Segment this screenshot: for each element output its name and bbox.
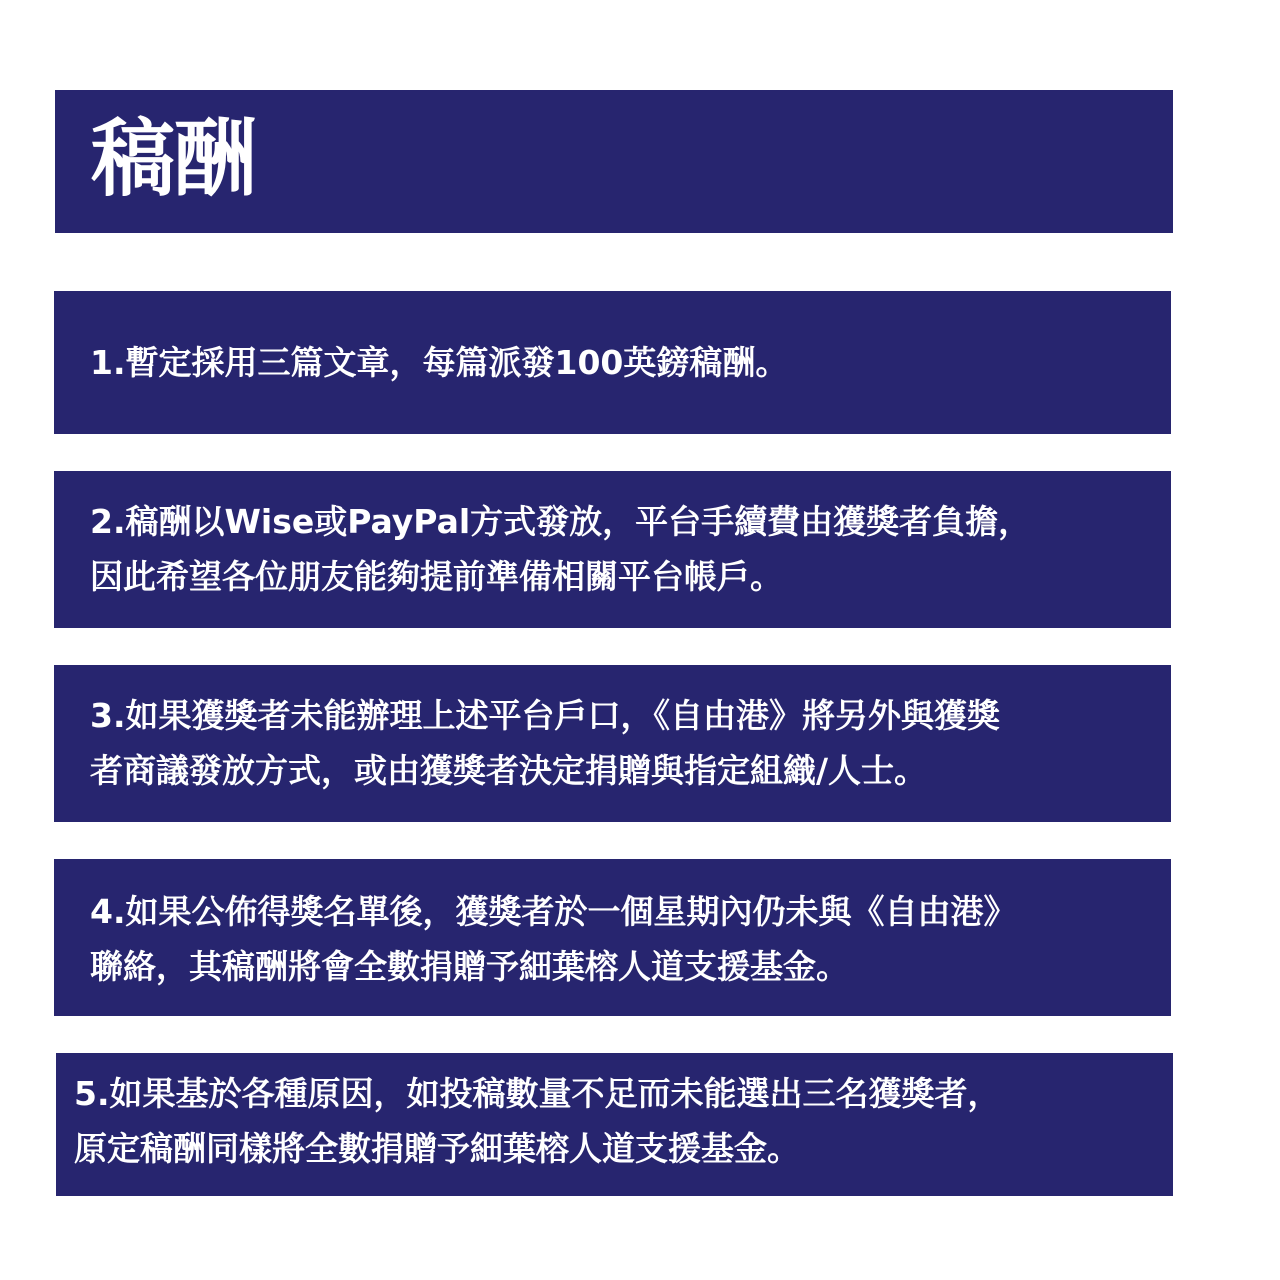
title-banner — [55, 90, 1173, 233]
rule-text — [90, 688, 1000, 798]
rule-line: 者商議發放方式，或由獲獎者決定捐贈與指定組織/人士。 — [90, 751, 928, 790]
rule-line: 4.如果公佈得獎名單後，獲獎者於一個星期內仍未與《自由港》 — [90, 892, 1017, 931]
rule-line: 2.稿酬以Wise或PayPal方式發放，平台手續費由獲獎者負擔， — [90, 502, 1032, 541]
rule-line: 1.暫定採用三篇文章，每篇派發100英鎊稿酬。 — [90, 343, 789, 382]
rule-line: 原定稿酬同樣將全數捐贈予細葉榕人道支援基金。 — [74, 1129, 800, 1168]
rule-text — [74, 1066, 1001, 1176]
rule-line: 因此希望各位朋友能夠提前準備相關平台帳戶。 — [90, 557, 783, 596]
rule-line: 3.如果獲獎者未能辦理上述平台戶口，《自由港》將另外與獲獎 — [90, 696, 1000, 735]
rule-item-3 — [54, 665, 1171, 822]
rule-text — [90, 884, 1017, 994]
rule-item-1 — [54, 291, 1171, 434]
rule-item-4 — [54, 859, 1171, 1016]
page-title: 稿酬 — [91, 110, 256, 208]
rule-text — [90, 494, 1031, 604]
rule-item-5 — [56, 1053, 1173, 1196]
rule-line: 聯絡，其稿酬將會全數捐贈予細葉榕人道支援基金。 — [90, 947, 849, 986]
rule-text — [90, 335, 788, 390]
rule-item-2 — [54, 471, 1171, 628]
rule-line: 5.如果基於各種原因，如投稿數量不足而未能選出三名獲獎者， — [74, 1074, 1001, 1113]
